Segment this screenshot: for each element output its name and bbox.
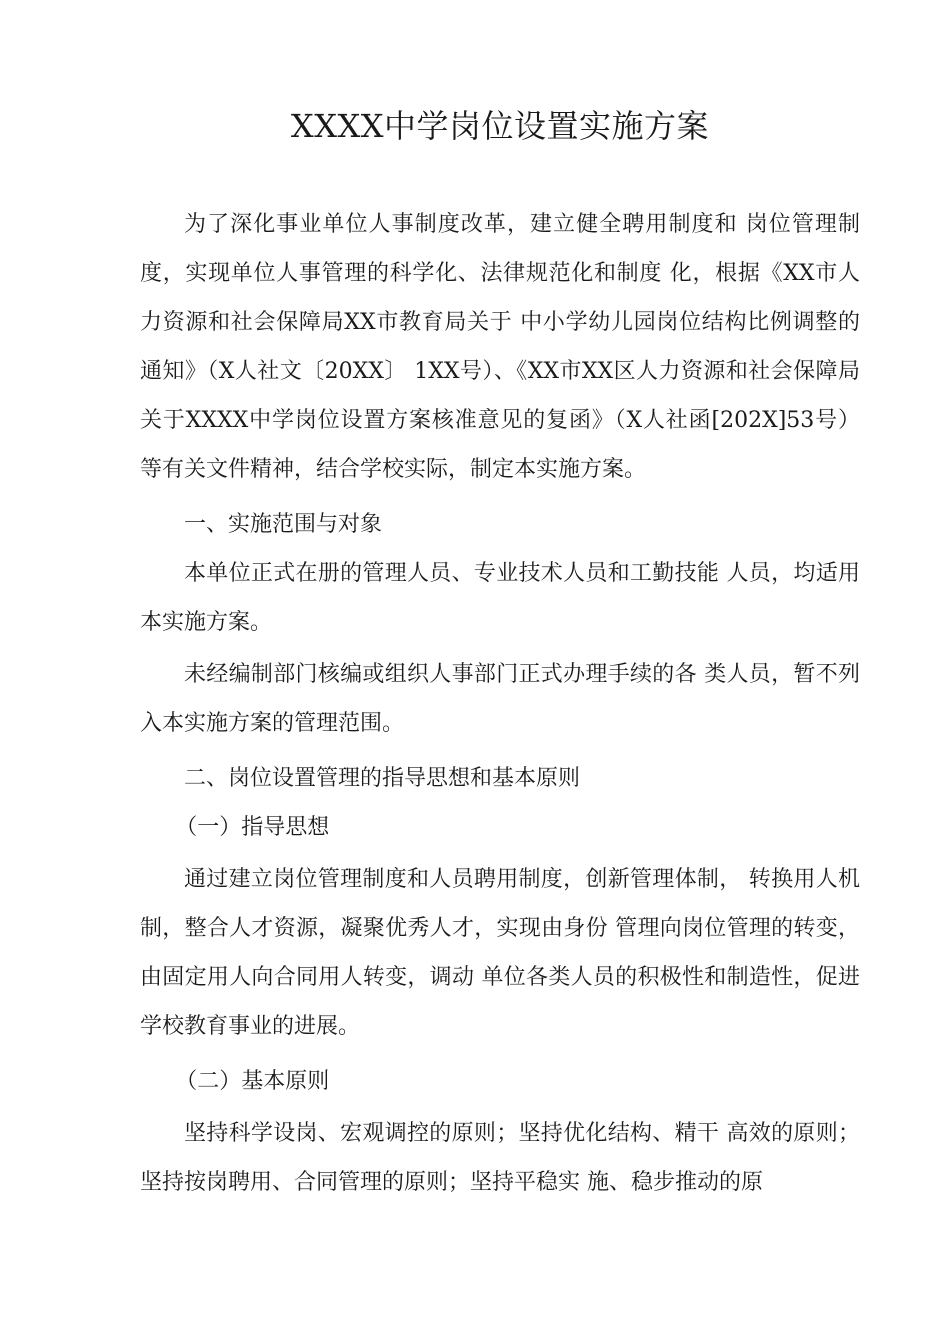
intro-paragraph: 为了深化事业单位人事制度改革，建立健全聘用制度和 岗位管理制度，实现单位人事管理的科学化、法律规范化和制度 化，根据《XX市人力资源和社会保障局XX市教育局关于 中小学幼儿园岗位结构比例调整的通知》（X人社文〔20XX〕 1XX号）、《XX市XX区人力资源和社会保障局关于XXXX中学岗位设置方案核准意见的复函》（X人社函[202X]53号）等有关文件精神，结合学校实际，制定本实施方案。 bbox=[140, 212, 860, 482]
document-body bbox=[140, 200, 860, 1207]
section-2-sub-1-paragraph: 通过建立岗位管理制度和人员聘用制度，创新管理体制， 转换用人机制，整合人才资源，凝聚优秀人才，实现由身份 管理向岗位管理的转变，由固定用人向合同用人转变，调动 单位各类人员的积极性和制造性，促进学校教育事业的进展。 bbox=[140, 867, 860, 1039]
section-2-sub-2-heading: （二）基本原则 bbox=[175, 1069, 330, 1094]
section-1-paragraph-2: 未经编制部门核编或组织人事部门正式办理手续的各 类人员，暂不列入本实施方案的管理范围。 bbox=[140, 662, 860, 736]
section-2-sub-1-heading: （一）指导思想 bbox=[175, 815, 330, 840]
document-title: XXXX中学岗位设置实施方案 bbox=[290, 107, 710, 145]
section-1-paragraph-1: 本单位正式在册的管理人员、专业技术人员和工勤技能 人员，均适用本实施方案。 bbox=[140, 561, 860, 635]
section-2-sub-2-paragraph: 坚持科学设岗、宏观调控的原则；坚持优化结构、精干 高效的原则；坚持按岗聘用、合同管理的原则；坚持平稳实 施、稳步推动的原 bbox=[140, 1121, 860, 1195]
section-1-heading: 一、实施范围与对象 bbox=[184, 512, 383, 537]
section-2-heading: 二、岗位设置管理的指导思想和基本原则 bbox=[184, 766, 581, 791]
